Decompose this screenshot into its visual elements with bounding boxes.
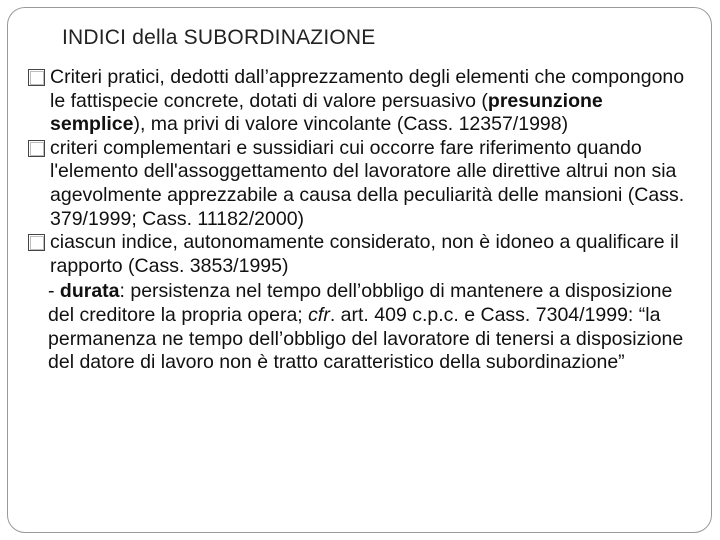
sub-italic-text: cfr	[308, 303, 330, 326]
bullet-text: criteri complementari e sussidiari cui occorre fare riferimento quando l'elemento dell'assoggettamento del lavoratore alle direttive altrui non sia agevolmente apprezzabile a causa della peculiarità delle mansioni (Cass. 379/1999; Cass. 11182/2000)	[50, 136, 685, 230]
slide-title: INDICI della SUBORDINAZIONE	[62, 26, 376, 49]
bullet-item	[28, 66, 698, 137]
bullet-text: ), ma privi di valore vincolante (Cass. 12357/1998)	[133, 113, 569, 136]
bullet-item	[28, 231, 698, 278]
sub-dash: -	[48, 280, 60, 303]
sub-text: . art. 409 c.p.c. e Cass. 7304/1999: “la permanenza ne tempo dell’obbligo del lavoratore di tenersi a disposizione del datore di lavoro non è tratto caratteristico della subordinazione”	[48, 303, 684, 374]
bullet-item	[28, 137, 698, 231]
checkbox-bullet-icon	[28, 234, 45, 251]
slide-content	[28, 66, 698, 375]
bullet-text: Criteri pratici, dedotti dall’apprezzamento degli elementi che compongono le fattispecie concrete, dotati di valore persuasivo (	[50, 66, 685, 112]
bullet-bold-text: presunzione semplice	[50, 89, 603, 136]
bullet-text: ciascun indice, autonomamente considerato, non è idoneo a qualificare il rapporto (Cass. 3853/1995)	[50, 231, 679, 277]
checkbox-bullet-icon	[28, 140, 45, 157]
checkbox-bullet-icon	[28, 69, 45, 86]
sub-bold-text: durata	[59, 280, 120, 303]
sub-text: : persistenza nel tempo dell’obbligo di mantenere a disposizione del creditore la propria opera;	[48, 280, 673, 326]
sub-item	[28, 280, 698, 374]
